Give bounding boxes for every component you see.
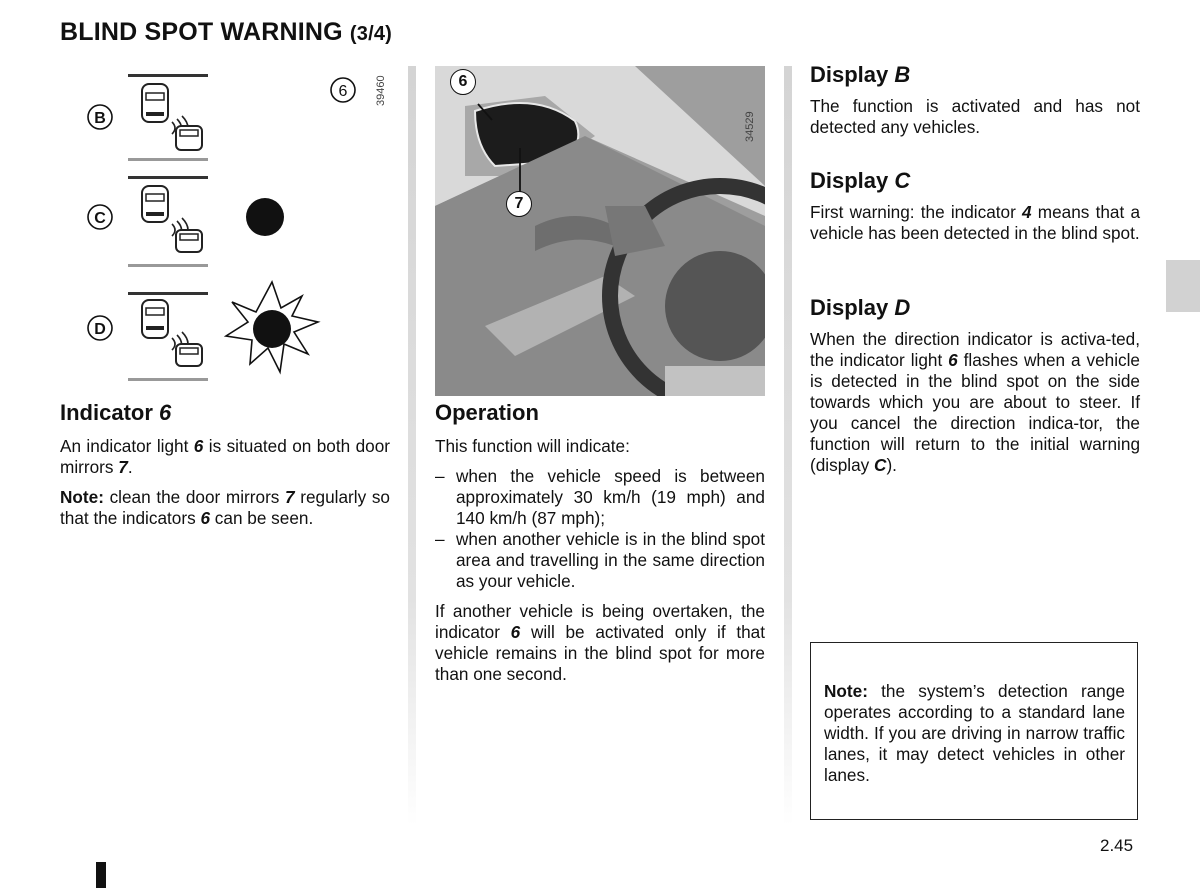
svg-text:D: D: [94, 321, 106, 338]
operation-conditions-list: [435, 466, 765, 592]
label-c-icon: [88, 205, 112, 229]
figure-ref-code: 39460: [375, 75, 387, 106]
svg-text:C: C: [94, 210, 106, 227]
indicator-note: Note: clean the door mirrors 7 regularly so that the indicators 6 can be seen.: [60, 487, 390, 528]
note-box-text: Note: the system’s detection range operates according to a standard lane width. If you are driving in narrow traffic lanes, it may detect vehicles in other lanes.: [824, 681, 1125, 785]
display-d-diagram: [128, 282, 318, 381]
own-car-icon: [142, 300, 168, 338]
corner-mark: [96, 862, 106, 888]
figure-ref-code-middle: 34529: [744, 111, 756, 142]
title-part-suffix: (3/4): [349, 23, 393, 45]
operation-intro: This function will indicate:: [435, 436, 630, 456]
operation-overtaking-paragraph: If another vehicle is being overtaken, the indicator 6 will be activated only if that vehicle remains in the blind spot for more than one second.: [435, 601, 765, 684]
callout-leader-lines: [470, 90, 530, 200]
display-b-diagram: [128, 74, 208, 161]
display-c-text: First warning: the indicator 4 means that a vehicle has been detected in the blind spot.: [810, 202, 1141, 243]
own-car-icon: [142, 84, 168, 122]
display-c-heading: Display C: [810, 168, 911, 193]
chapter-tab: [1166, 260, 1200, 312]
svg-text:B: B: [94, 110, 106, 127]
own-car-icon: [142, 186, 168, 222]
display-c-section: [810, 168, 1140, 244]
indicator-section: [60, 400, 390, 529]
svg-text:6: 6: [338, 83, 348, 100]
other-car-icon: [176, 344, 202, 366]
list-item: – when the vehicle speed is between approximately 30 km/h (19 mph) and 140 km/h (87 mph);: [435, 466, 765, 529]
operation-heading: Operation: [435, 400, 539, 425]
callout-6-icon: [331, 78, 355, 102]
detection-range-note-box: [810, 642, 1138, 820]
operation-section: [435, 400, 765, 685]
other-car-icon: [176, 230, 202, 252]
callout-mirror-6-icon: 6: [450, 69, 476, 95]
other-car-icon: [176, 126, 202, 150]
display-c-diagram: [128, 176, 284, 267]
indicator-light-flashing-icon: [226, 282, 318, 372]
display-d-section: [810, 295, 1140, 476]
display-b-text: The function is activated and has not detected any vehicles.: [810, 96, 1140, 137]
column-divider-left: [408, 66, 416, 826]
page-number: 2.45: [1100, 836, 1134, 855]
display-b-heading: Display B: [810, 62, 911, 87]
blind-spot-display-figure: [60, 60, 400, 400]
display-b-section: [810, 62, 1140, 138]
indicator-light-steady-icon: [246, 198, 284, 236]
label-d-icon: [88, 316, 112, 340]
column-divider-right: [784, 66, 792, 826]
title-text: BLIND SPOT WARNING: [60, 18, 343, 46]
label-b-icon: [88, 105, 112, 129]
display-d-text: When the direction indicator is activa-ted, the indicator light 6 flashes when a vehicle is detected in the blind spot on the side towards which you are about to steer. If you cancel the direction indica-tor, the function will return to the initial warning (display C).: [810, 329, 1140, 475]
indicator-heading: Indicator 6: [60, 400, 172, 425]
display-d-heading: Display D: [810, 295, 911, 320]
indicator-paragraph: An indicator light 6 is situated on both door mirrors 7.: [60, 436, 391, 477]
page-title: [60, 18, 392, 47]
callout-indicator-7-icon: 7: [506, 191, 532, 217]
list-item: – when another vehicle is in the blind spot area and travelling in the same direction as your vehicle.: [435, 529, 765, 592]
